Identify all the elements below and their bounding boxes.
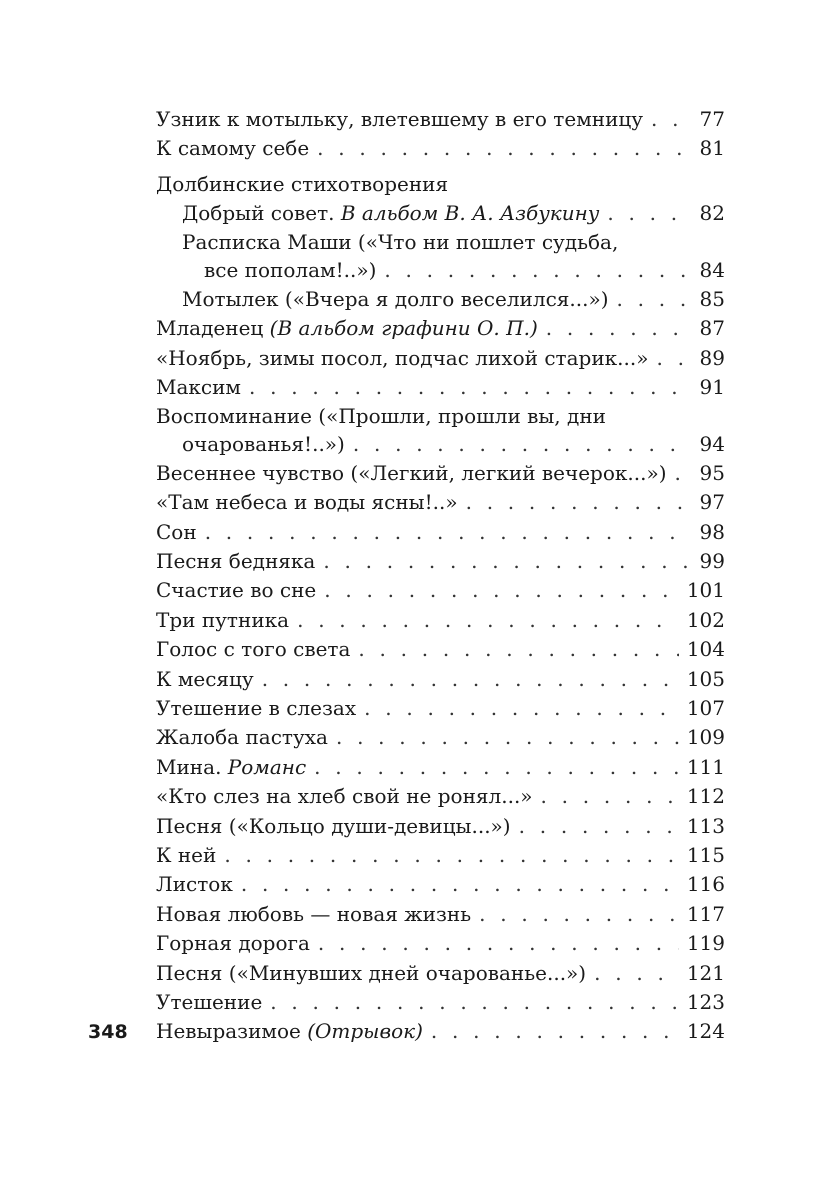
dot-leader <box>384 256 687 285</box>
toc-entry <box>156 373 725 402</box>
entry-title: Узник к мотыльку, влетевшему в его темницу <box>156 107 644 131</box>
toc-entry <box>156 134 725 163</box>
page-number: 348 <box>88 1021 128 1043</box>
dot-leader <box>675 459 688 488</box>
entry-title: Жалоба пастуха <box>156 725 328 750</box>
entry-title: Младенец (В альбом графини О. П.) <box>156 316 538 341</box>
entry-page: 82 <box>699 201 725 226</box>
entry-page: 87 <box>699 316 725 341</box>
entry-title: Утешение в слезах <box>156 696 357 721</box>
toc-entry-line1 <box>156 403 725 430</box>
dot-leader <box>241 870 679 899</box>
dot-leader <box>353 430 687 459</box>
entry-title: Мотылек («Вчера я долго веселился...») <box>182 286 609 311</box>
toc-group-heading <box>156 170 725 199</box>
entry-page: 101 <box>686 578 725 603</box>
entry-title: К ней <box>156 842 217 867</box>
entry-title: Утешение <box>156 989 263 1014</box>
toc-entry <box>156 782 725 811</box>
entry-title-italic: (Отрывок) <box>307 1019 423 1044</box>
entry-page: 98 <box>699 519 725 544</box>
entry-page: 94 <box>699 431 725 456</box>
entry-title: Сон <box>156 519 197 544</box>
entry-page: 91 <box>699 375 725 400</box>
entry-page: 105 <box>686 666 725 691</box>
dot-leader <box>323 547 687 576</box>
entry-title: Невыразимое (Отрывок) <box>156 1019 423 1044</box>
toc-entry <box>156 988 725 1017</box>
entry-title: Мина. Романс <box>156 754 307 779</box>
entry-title: «Кто слез на хлеб свой не ронял...» <box>156 784 533 809</box>
dot-leader <box>541 782 679 811</box>
entry-page: 77 <box>699 107 725 131</box>
toc-entry <box>156 518 725 547</box>
toc-entry <box>156 576 725 605</box>
toc-entry <box>156 199 725 228</box>
table-of-contents <box>156 105 725 1047</box>
entry-title: Горная дорога <box>156 931 310 956</box>
entry-page: 119 <box>686 931 725 956</box>
dot-leader <box>318 929 679 958</box>
toc-entry <box>156 665 725 694</box>
entry-title: Расписка Маши («Что ни пошлет судьба, <box>182 229 619 254</box>
entry-page: 123 <box>686 989 725 1014</box>
dot-leader <box>519 812 679 841</box>
entry-page: 81 <box>699 136 725 161</box>
entry-page: 84 <box>699 257 725 282</box>
entry-title: Три путника <box>156 607 290 632</box>
entry-page: 117 <box>686 901 725 926</box>
entry-title: Песня («Кольцо души-девицы...») <box>156 813 511 838</box>
toc-entry <box>156 344 725 373</box>
toc-entry <box>156 900 725 929</box>
entry-title: К самому себе <box>156 136 310 161</box>
toc-entry <box>156 929 725 958</box>
entry-title: Голос с того света <box>156 637 351 662</box>
entry-title-italic: Романс <box>227 754 307 779</box>
group-heading-title: Долбинские стихотворения <box>156 171 449 196</box>
entry-page: 124 <box>686 1019 725 1044</box>
entry-title-continued: все пополам!..») <box>204 257 377 282</box>
toc-entry <box>156 314 725 343</box>
toc-entry-line1 <box>156 229 725 256</box>
entry-page: 121 <box>686 960 725 985</box>
entry-title-italic: (В альбом графини О. П.) <box>269 316 538 341</box>
toc-entry <box>156 606 725 635</box>
toc-entry <box>156 459 725 488</box>
dot-leader <box>262 665 679 694</box>
toc-entry <box>156 870 725 899</box>
entry-page: 97 <box>699 490 725 515</box>
entry-page: 115 <box>686 842 725 867</box>
toc-entry <box>156 105 725 134</box>
toc-entry <box>156 841 725 870</box>
dot-leader <box>656 344 687 373</box>
dot-leader <box>297 606 679 635</box>
entry-page: 99 <box>699 549 725 574</box>
dot-leader <box>364 694 679 723</box>
dot-leader <box>358 635 678 664</box>
entry-title: Песня («Минувших дней очарованье...») <box>156 960 587 985</box>
entry-page: 95 <box>699 460 725 485</box>
dot-leader <box>336 723 679 752</box>
entry-title: Весеннее чувство («Легкий, легкий вечерок...») <box>156 460 667 485</box>
entry-title: Счастие во сне <box>156 578 317 603</box>
entry-page: 113 <box>686 813 725 838</box>
dot-leader <box>224 841 678 870</box>
dot-leader <box>270 988 679 1017</box>
dot-leader <box>205 518 687 547</box>
dot-leader <box>314 753 679 782</box>
entry-title: Воспоминание («Прошли, прошли вы, дни <box>156 403 606 428</box>
entry-title: «Там небеса и воды ясны!..» <box>156 490 458 515</box>
entry-page: 111 <box>686 754 725 779</box>
dot-leader <box>317 134 687 163</box>
entry-page: 102 <box>686 607 725 632</box>
toc-entry <box>156 547 725 576</box>
entry-page: 85 <box>699 286 725 311</box>
entry-title: «Ноябрь, зимы посол, подчас лихой старик...» <box>156 345 649 370</box>
dot-leader <box>479 900 679 929</box>
entry-title: Песня бедняка <box>156 549 316 574</box>
entry-page: 109 <box>686 725 725 750</box>
dot-leader <box>607 199 687 228</box>
dot-leader <box>651 105 687 134</box>
dot-leader <box>617 285 688 314</box>
entry-title: К месяцу <box>156 666 254 691</box>
toc-entry <box>156 256 725 285</box>
toc-entry <box>156 694 725 723</box>
dot-leader <box>466 488 687 517</box>
dot-leader <box>431 1017 679 1046</box>
entry-page: 89 <box>699 345 725 370</box>
entry-page: 112 <box>686 784 725 809</box>
entry-page: 116 <box>686 872 725 897</box>
entry-title: Новая любовь — новая жизнь <box>156 901 472 926</box>
entry-title-italic: В альбом В. А. Азбукину <box>340 201 600 226</box>
toc-entry <box>156 285 725 314</box>
entry-title-continued: очарованья!..») <box>182 431 345 456</box>
toc-entry <box>156 430 725 459</box>
entry-title: Листок <box>156 872 233 897</box>
toc-entry <box>156 723 725 752</box>
toc-entry <box>156 812 725 841</box>
entry-title: Максим <box>156 375 241 400</box>
dot-leader <box>594 959 679 988</box>
toc-entry <box>156 488 725 517</box>
entry-page: 107 <box>686 696 725 721</box>
dot-leader <box>249 373 687 402</box>
dot-leader <box>324 576 679 605</box>
toc-entry <box>156 1017 725 1046</box>
entry-title: Добрый совет. В альбом В. А. Азбукину <box>182 201 600 226</box>
entry-page: 104 <box>686 637 725 662</box>
toc-entry <box>156 635 725 664</box>
dot-leader <box>546 314 687 343</box>
toc-entry <box>156 959 725 988</box>
toc-entry <box>156 753 725 782</box>
